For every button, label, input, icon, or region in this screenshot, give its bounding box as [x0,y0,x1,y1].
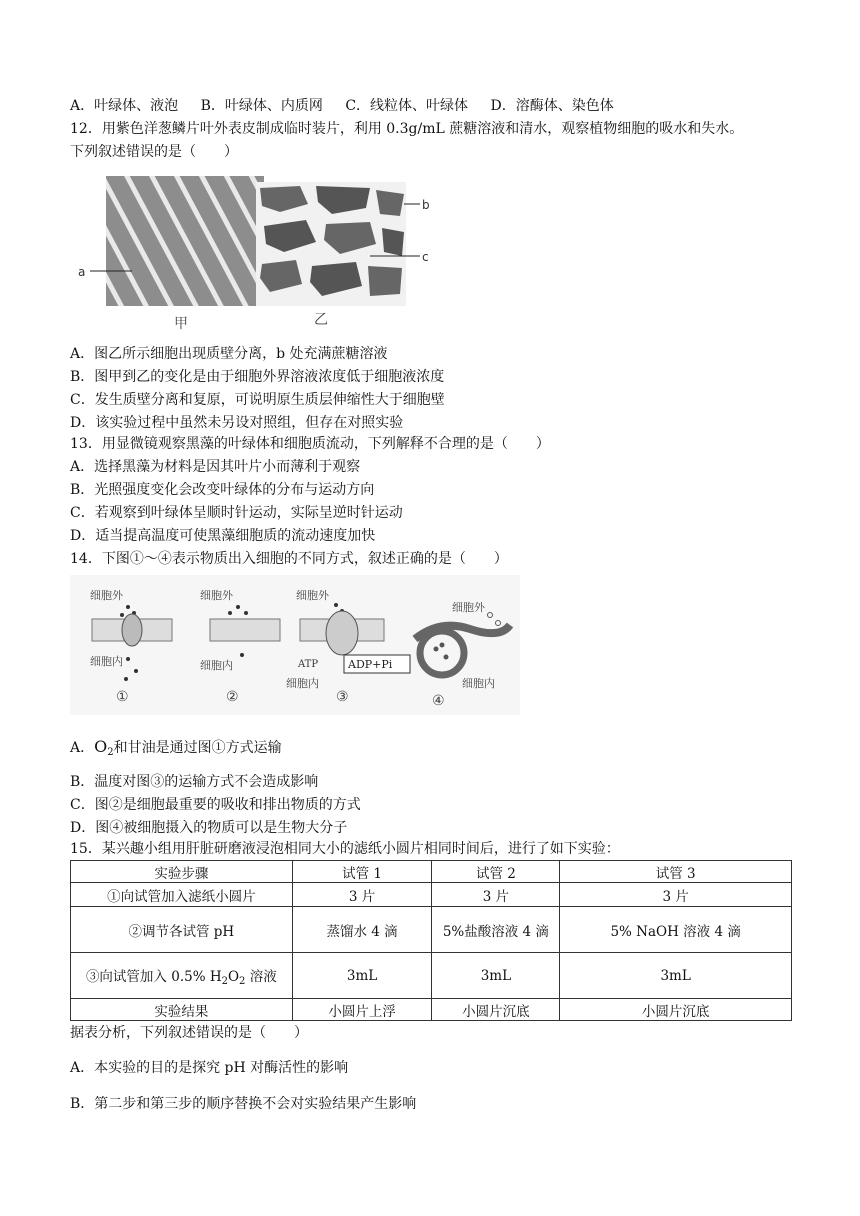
panel1-outside-label: 细胞外 [90,589,123,602]
q13-option-d: D．适当提高温度可使黑藻细胞质的流动速度加快 [70,528,376,544]
table-row [71,953,792,999]
q15-stem: 15．某兴趣小组用肝脏研磨液浸泡相同大小的滤纸小圆片相同时间后，进行了如下实验： [70,841,620,857]
table-row [71,907,792,953]
table-cell: 小圆片沉底 [432,999,560,1021]
table-cell: 实验结果 [71,999,293,1021]
table-header-cell: 试管 3 [560,861,792,883]
panel2-outside-label: 细胞外 [200,589,233,602]
q13-option-b: B．光照强度变化会改变叶绿体的分布与运动方向 [70,482,375,498]
panel3-outside-label: 细胞外 [296,589,329,602]
q14-option-d: D．图④被细胞摄入的物质可以是生物大分子 [70,820,348,836]
table-cell: ①向试管加入滤纸小圆片 [71,883,293,907]
adp-pi-label: ADP+Pi [348,658,393,671]
table-cell: 3 片 [560,883,792,907]
oxygen-symbol: O [94,737,108,756]
q12-stem-line2: 下列叙述错误的是（ ） [70,144,238,160]
q14-option-c: C．图②是细胞最重要的吸收和排出物质的方式 [70,797,361,813]
q13-option-a: A．选择黑藻为材料是因其叶片小而薄利于观察 [70,459,361,475]
cell-image-jia [106,176,264,306]
q14-transport-figure [70,575,520,715]
label-a: a [78,265,86,279]
q11-option-c: C．线粒体、叶绿体 [345,98,469,114]
o-symbol: O [227,968,240,985]
table-cell: 3mL [560,953,792,999]
q15-after-table: 据表分析，下列叙述错误的是（ ） [70,1025,308,1041]
row3-suffix: 溶液 [245,968,277,985]
table-header-cell: 试管 1 [292,861,432,883]
table-cell: 3 片 [432,883,560,907]
table-header-cell: 实验步骤 [71,861,293,883]
panel1-number: ① [116,689,129,705]
caption-yi: 乙 [314,312,328,328]
q11-options [70,96,632,116]
q14-option-a-prefix: A． [70,740,95,756]
panel1-inside-label: 细胞内 [90,655,123,668]
q11-option-a: A．叶绿体、液泡 [70,98,179,114]
panel4-inside-label: 细胞内 [462,677,495,690]
panel2-number: ② [226,689,239,705]
row3-prefix: ③向试管加入 0.5% H [85,968,222,985]
table-cell: 5%盐酸溶液 4 滴 [432,907,560,953]
q14-option-a [70,737,282,763]
panel3-inside-label: 细胞内 [286,677,319,690]
table-cell: 小圆片沉底 [560,999,792,1021]
q12-cell-figure [70,168,440,338]
q11-option-b: B．叶绿体、内质网 [200,98,323,114]
panel4-outside-label: 细胞外 [452,601,485,614]
q14-option-a-text: 和甘油是通过图①方式运输 [113,740,282,756]
q15-option-b: B．第二步和第三步的顺序替换不会对实验结果产生影响 [70,1096,417,1112]
q12-option-b: B．图甲到乙的变化是由于细胞外界溶液浓度低于细胞液浓度 [70,369,445,385]
panel2-inside-label: 细胞内 [200,659,233,672]
table-cell: 小圆片上浮 [292,999,432,1021]
q15-option-a: A．本实验的目的是探究 pH 对酶活性的影响 [70,1060,349,1076]
q14-stem: 14．下图①～④表示物质出入细胞的不同方式，叙述正确的是（ ） [70,551,508,567]
q12-option-d: D．该实验过程中虽然未另设对照组，但存在对照实验 [70,415,404,431]
table-cell: 3 片 [292,883,432,907]
table-cell: 3mL [292,953,432,999]
table-cell: 蒸馏水 4 滴 [292,907,432,953]
table-header-cell: 试管 2 [432,861,560,883]
caption-jia: 甲 [174,316,188,332]
h2-subscript: 2 [221,975,228,987]
table-row [71,999,792,1021]
q12-option-a: A．图乙所示细胞出现质壁分离，b 处充满蔗糖溶液 [70,346,388,362]
table-cell: ②调节各试管 pH [71,907,293,953]
q15-experiment-table [70,860,792,1021]
oxygen-subscript: 2 [107,747,114,758]
o2-subscript: 2 [239,975,246,987]
panel3-number: ③ [336,689,349,705]
table-cell [71,953,293,999]
atp-label: ATP [298,659,319,670]
q13-option-c: C．若观察到叶绿体呈顺时针运动，实际呈逆时针运动 [70,505,403,521]
table-header-row [71,861,792,883]
cell-image-yi [256,182,406,306]
panel4-number: ④ [432,693,445,709]
label-b: b [422,198,430,212]
q11-option-d: D．溶酶体、染色体 [490,98,614,114]
q14-option-b: B．温度对图③的运输方式不会造成影响 [70,774,319,790]
q13-stem: 13．用显微镜观察黑藻的叶绿体和细胞质流动，下列解释不合理的是（ ） [70,436,550,452]
table-row [71,883,792,907]
q12-stem-line1: 12．用紫色洋葱鳞片叶外表皮制成临时装片，利用 0.3g/mL 蔗糖溶液和清水，观察植物细胞的吸水和失水。 [70,121,744,137]
q12-option-c: C．发生质壁分离和复原，可说明原生质层伸缩性大于细胞壁 [70,392,445,408]
table-cell: 3mL [432,953,560,999]
table-cell: 5% NaOH 溶液 4 滴 [560,907,792,953]
label-c: c [422,250,429,264]
